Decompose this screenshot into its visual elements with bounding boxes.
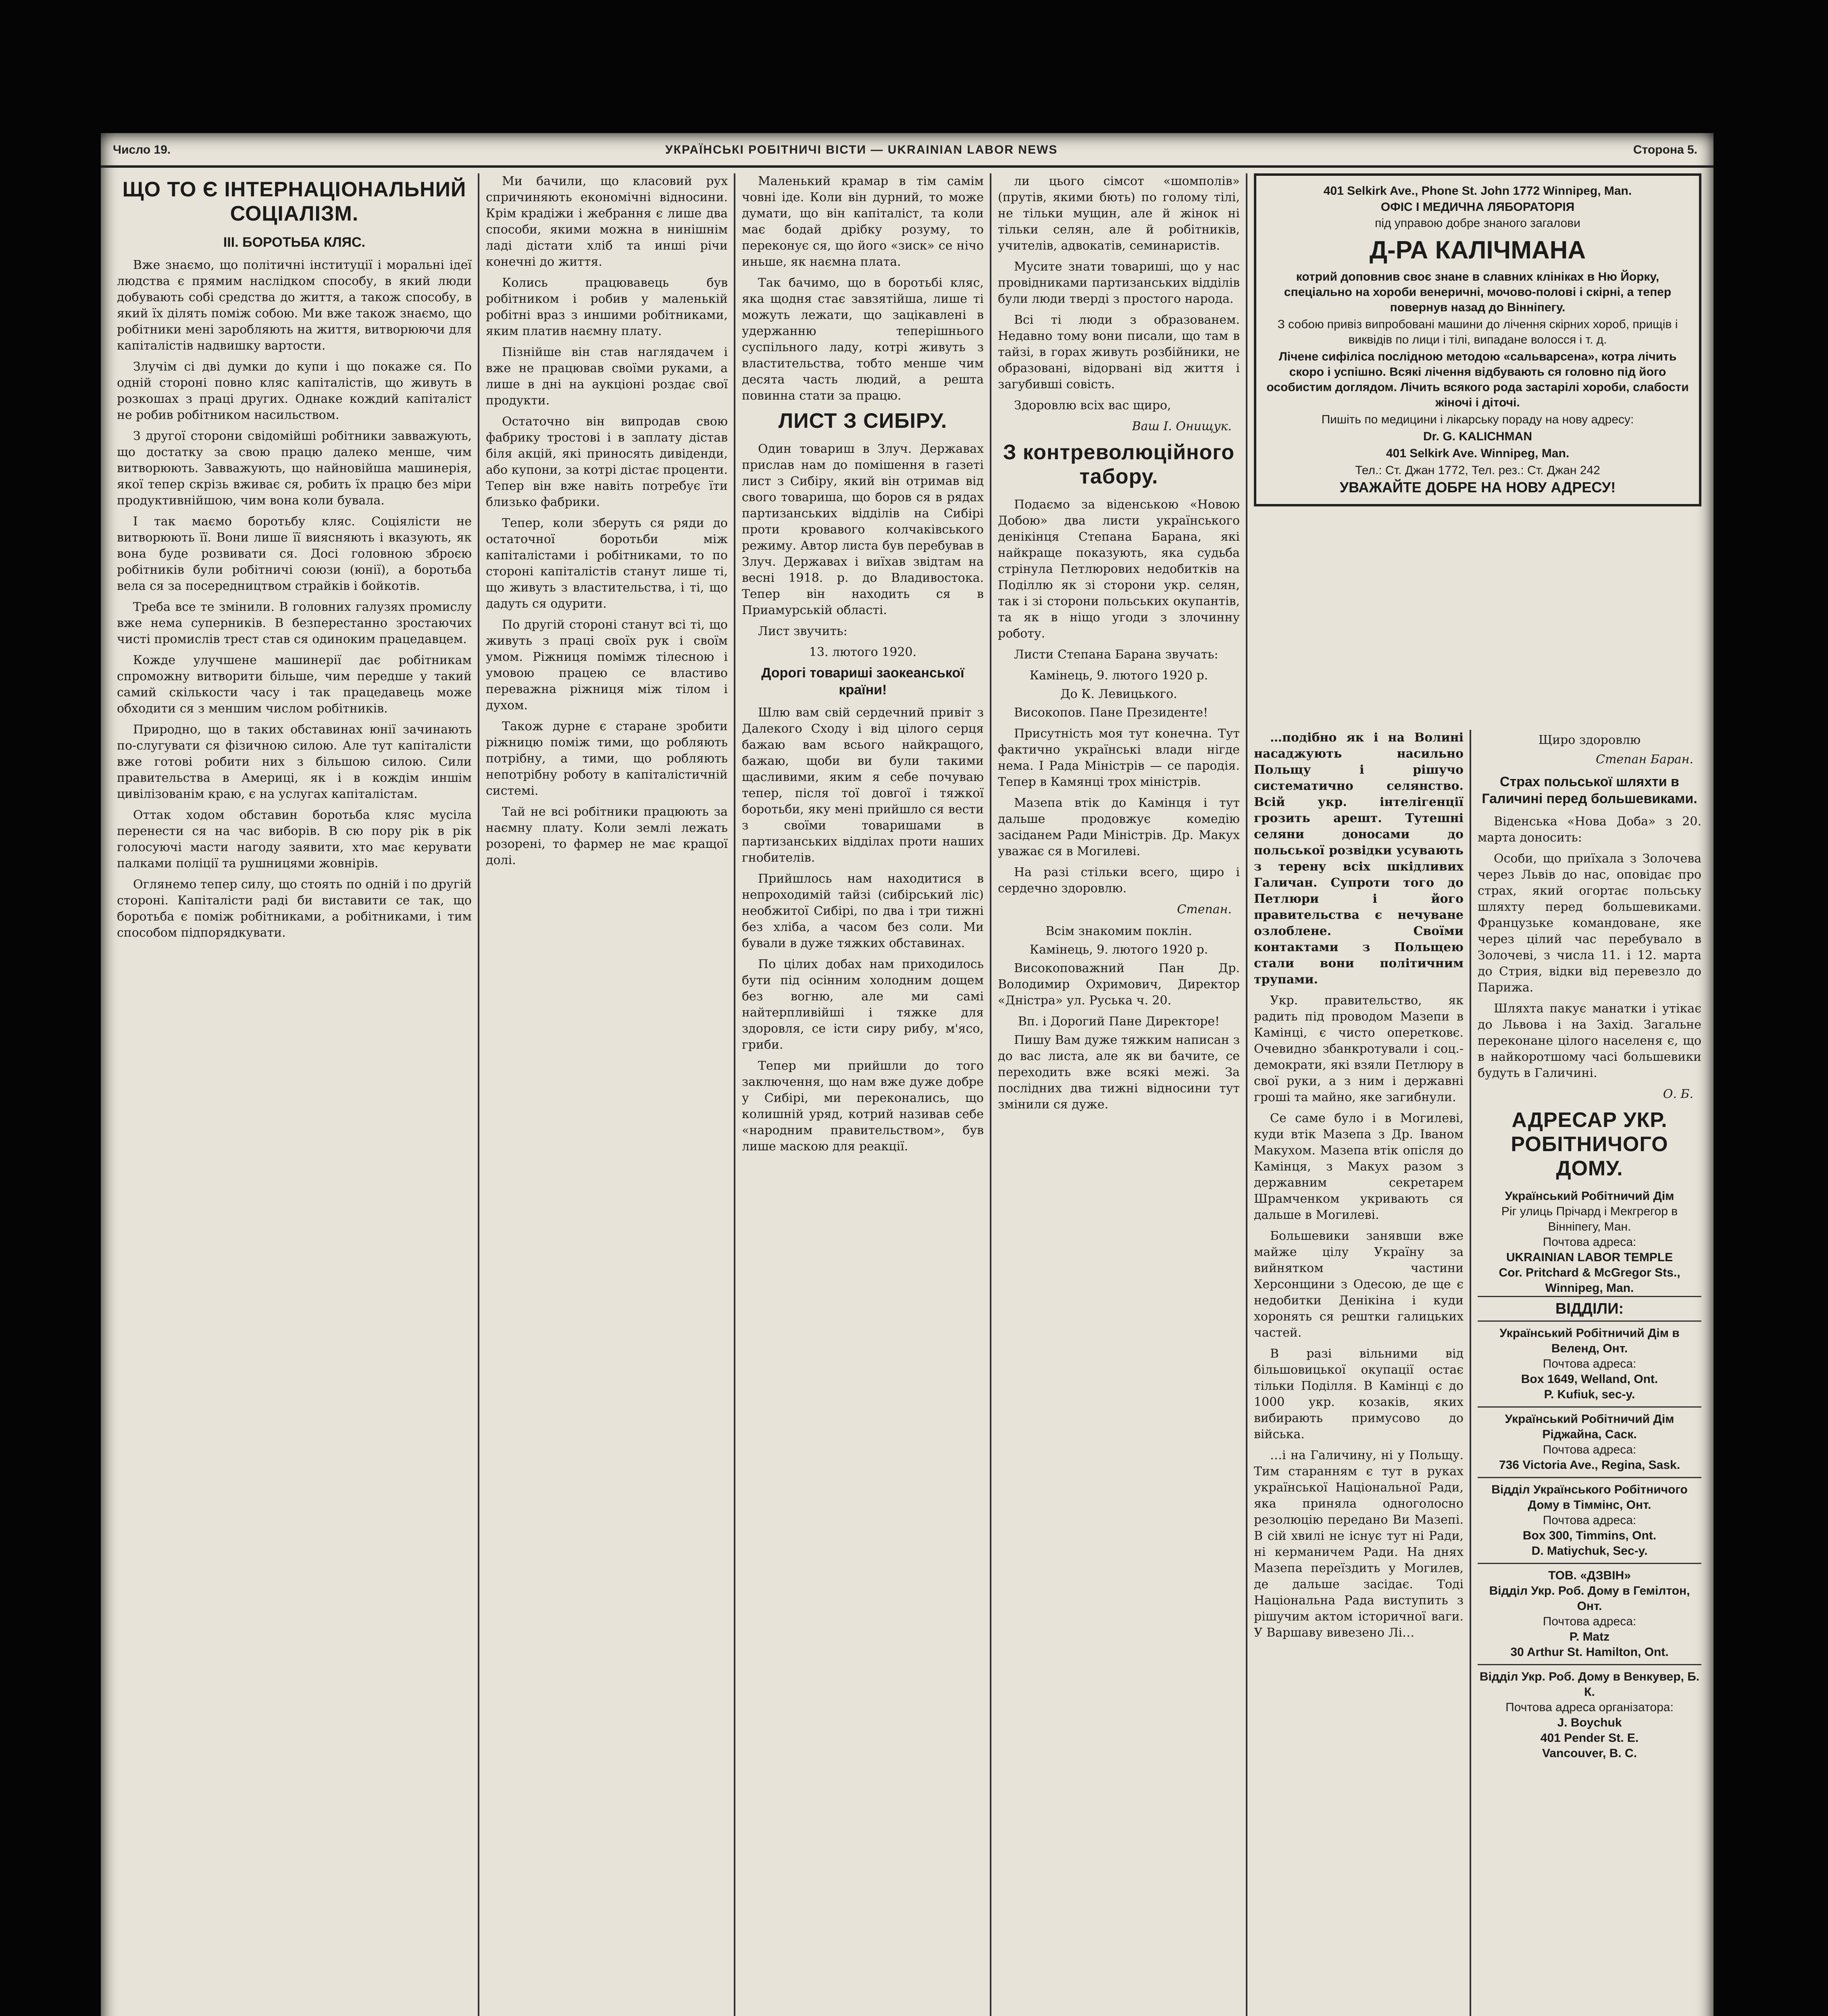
paragraph: Маленький крамар в тім самім човні іде. Коли він дурний, то може думати, що він капіталіст, та коли має бодай дрібку розуму, то переконує ся, що його «зиск» се нічо иньше, як наємна плата. [742,174,984,269]
paragraph: Тепер ми прийшли до того заключення, що нам вже дуже добре у Сибірі, ми переконались, що колишній уряд, котрий називав себе «народним правительством», був лише маскою для реакції. [742,1059,984,1154]
paragraph: …і на Галичину, ні у Польщу. Тим старанням є тут в руках української Національної Ради, яка приняла одноголосно резолюцію передано Ви Мазепі. В сій хвилі не існує тут ні Ради, ні керманичем Ради. На днях Мазепа переїздить у Могилев, де дальше засідає. Тоді Національна Рада виступить з рішучим актом історичної ваги. У Варшаву вивезено Лі… [1254,1448,1464,1640]
branch-timmins [1478,1477,1701,1563]
column-6 [1254,730,1464,2016]
ad-line: під управою добре знаного загалови [1375,217,1580,230]
branch-regina [1478,1406,1701,1477]
paragraph: Так бачимо, що в боротьбі кляс, яка щодня стає завзятійша, лише ті можуть лежати, що зацікавлені в удержанню теперішнього суспільного ладу, котрі живуть з властительства, тобто менше чим десята часть людий, а решта повинна стати за працю. [742,276,984,403]
column-1 [117,173,472,2016]
paragraph: Мазепа втік до Камінця і тут дальше продовжує комедію засіданем Ради Міністрів. Др. Макух уважає ся в Могилеві. [998,796,1240,858]
column-7 [1478,730,1701,2016]
address-line: Ріг улиць Прічард і Мекгрегор в Вінніпегу, Ман. [1501,1205,1678,1233]
address-line: UKRAINIAN LABOR TEMPLE [1506,1251,1673,1264]
paragraph: Особи, що приїхала з Золочева через Львів до нас, оповідає про страх, який огортає польську шляхту перед большевиками. Французьке командоване, яке через цілий час перебувало в Золочеві, з числа 11. і 12. марта до Стрия, відки від перевезло до Парижа. [1478,852,1701,995]
paragraph: Всі ті люди з образованем. Недавно тому вони писали, що там в тайзі, в горах живуть розбійники, не образовані, відорвані від життя і загубивші совість. [998,313,1240,392]
ad-phone: Тел.: Ст. Джан 1772, Тел. рез.: Ст. Джан 242 [1355,464,1600,477]
paragraph: На разі стільки всего, щиро і сердечно здоровлю. [998,865,1240,896]
column-rule [990,173,991,2016]
branch-welland [1478,1320,1701,1406]
article-headline: Страх польської шляхти в Галичині перед большевиками. [1482,774,1697,806]
paragraph: Злучім сі дві думки до купи і що покаже ся. По одній стороні повно кляс капіталістів, що живуть в розкошах з праці других. Однаке кождий капіталіст не робив робітником насильством. [117,360,472,422]
column-4 [998,173,1240,2016]
paragraph: Здоровлю всіх вас щиро, [1014,398,1171,412]
ad-doctor-name: Д-РА КАЛІЧМАНА [1369,236,1586,264]
paragraph: Тай не всі робітники працюють за наємну плату. Коли землі лежать розорені, то фармер не має кращої долі. [486,805,728,867]
address-line: Український Робітничий Дім Ріджайна, Саск. [1505,1412,1674,1441]
paragraph: Подаємо за віденською «Новою Добою» два листи українського денікінця Степана Барана, які найкраще показують, яка судьба стрінула Петлюрових недобитків на Поділлю як зі сторони укр. селян, так і зі сторони польських окупантів, та як в ніщо угоди з злочинну роботу. [998,498,1240,641]
paragraph: І так маємо боротьбу кляс. Соціялісти не витворюють її. Вони лише її виясняють і вказують, як вона буде розвивати ся. Досі головною зброєю робітників були робітничі союзи (юнії), а боротьба вела ся за посередництвом страйків і бойкотів. [117,514,472,593]
address-line: Почтова адреса: [1543,1615,1636,1628]
address-line: Box 300, Timmins, Ont. [1522,1529,1657,1542]
paragraph: Ми бачили, що класовий рух спричиняють економічні відносини. Крім крадіжи і жебрання є лише два способи, якими можна в нинішнім ладі дістати хліб та инші річи конечні до життя. [486,174,728,269]
paragraph: З другої сторони свідомійші робітники завважують, що достатку за свою працю далеко менше, чим витворюють. Завважують, що найновійша машинерія, якої тепер скрізь вживає ся, робить їх працю без міри продуктивнійшою, чим вона коли бувала. [117,429,472,508]
letter-signature: Степан Баран. [1596,752,1693,766]
paragraph: По другій стороні станут всі ті, що живуть з праці своїх рук і своїм умом. Ріжниця помімж тілесною і умовою працею се властиво переважна ріжниця між тілом і духом. [486,618,728,712]
address-line: Почтова адреса: [1543,1443,1636,1456]
paragraph: Кожде улучшене машинерії дає робітникам спроможну витворити більше, чим передше у такий самий скількости часу і так працедавець може обходити ся з меншим числом робітників. [117,653,472,716]
column-2 [486,173,728,2016]
ad-top-address: 401 Selkirk Ave., Phone St. John 1772 Winnipeg, Man. [1323,184,1632,198]
ad-line: Пишіть по медицини і лікарську пораду на нову адресу: [1321,413,1634,426]
letter-signature: Ваш І. Онищук. [1132,419,1232,433]
article-headline: З контреволюційного табору. [1003,441,1235,488]
letter-signature: Степан. [1177,902,1232,916]
paragraph: …подібно як і на Волині насаджують насильно Польщу і рішучо систематично селянство. Всій укр. інтелігенції грозить арешт. Тутешні селяни доносами до польської розвідки усувають з терену всіх шкідливих Галичан. Супроти того до Петлюри і його правительства є нечуване озлоблене. Своїми контактами з Польщею стали вони політичним трупами. [1254,731,1464,987]
paragraph: Колись працювавець був робітником і робив у маленькій робітні враз з иншими робітниками, яким платив наємну плату. [486,276,728,338]
paragraph: Тепер, коли зберуть ся ряди до остаточної боротьби між капіталістами і робітниками, то по стороні капіталістів станут лише ті, що живуть з властительства, і ті, що дадуть ся одурити. [486,516,728,611]
address-line: ТОВ. «ДЗВІН» [1548,1569,1631,1582]
letter-closing: Щиро здоровлю [1538,733,1641,747]
paragraph: Укр. правительство, як радить під проводом Мазепи в Камінці, є чисто оперетковє. Очевидно збанкротували і соц.-демократи, які взяли Петлюру в свої руки, а з ним і державні гроші та майно, яке загибнули. [1254,993,1464,1104]
paragraph: Мусите знати товариші, що у нас провідниками партизанських відділів були люди тверді з простого народа. [998,260,1240,306]
branch-hamilton [1478,1563,1701,1664]
address-line: Почтова адреса: [1543,1514,1636,1527]
ad-address: 401 Selkirk Ave. Winnipeg, Man. [1386,447,1570,460]
letter-recipient: До К. Левицького. [1060,687,1177,701]
letter-date: 13. лютого 1920. [809,645,917,659]
address-directory [1478,1189,1701,1765]
letter-salutation: Вп. і Дорогий Пане Директоре! [1018,1014,1220,1029]
paragraph: Високоповажний Пан Др. Володимир Охримович, Директор «Дністра» ул. Руська ч. 20. [998,961,1240,1008]
section-heading: III. БОРОТЬБА КЛЯС. [223,235,366,250]
page-header [101,133,1713,168]
column-rule [478,173,479,2016]
ad-line: котрий доповнив своє знане в славних клініках в Ню Йорку, спеціально на хороби венеричні, мочово-полові і скірні, а тепер повернув назад до Вінніпегу. [1284,270,1672,314]
paragraph: Остаточно він випродав свою фабрику тростові і в заплату дістав біля акцій, які приносять дивіденди, або купони, за котрі дістає проценти. Тепер він вже навіть потребує їти близько фабрики. [486,414,728,509]
medical-ad [1254,173,1701,496]
address-line: P. Matz [1569,1630,1610,1643]
directory-headline: АДРЕСАР УКР. РОБІТНИЧОГО ДОМУ. [1511,1108,1668,1180]
address-line: 736 Victoria Ave., Regina, Sask. [1499,1458,1680,1472]
paragraph: Треба все те змінили. В головних галузях промислу вже нема суперників. В безперестанно зростаючих чисті промислів трест став ся одиноким працедавцем. [117,600,472,646]
ad-notice: УВАЖАЙТЕ ДОБРЕ НА НОВУ АДРЕСУ! [1339,479,1616,496]
address-line: J. Boychuk [1557,1716,1622,1729]
ad-line: Лічене сифіліса послідною методою «сальварсена», котра лічить скоро і успішно. Всякі лічення відбувають ся головно під його особистим доглядом. Лічить всякого рода застарілі хороби, слабости жіночі і діточі. [1266,350,1689,409]
letter-headline: ЛИСТ З СИБІРУ. [778,409,947,433]
address-line: 30 Arthur St. Hamilton, Ont. [1510,1645,1669,1659]
paragraph: Большевики занявши вже майже цілу Україну за вийнятком частини Херсонщини з Одесою, де ще є недобитки Денікіна і куди хоронять ся рештки галицьких частей. [1254,1229,1464,1340]
newspaper-page [101,133,1713,2016]
column-rule [1246,173,1247,2016]
paragraph: Також дурне є старане зробити ріжницю поміж тими, що робляють потрібну, а тими, що робляють непотрібну роботу в капіталістичній системі. [486,719,728,798]
paragraph: Шляхта пакує манатки і утікає до Львова і на Захід. Загальне переконане цілого населеня є, що в найкоротшому часі большевики будуть в Галичині. [1478,1002,1701,1080]
branches-heading: ВІДДІЛИ: [1478,1296,1701,1320]
paragraph: По цілих добах нам приходилось бути під осінним холодним дощем без вогню, але ми самі найтерпливійші і тяжке для здоровля, се істи сиру рибу, м'ясо, гриби. [742,957,984,1052]
letter-date: Камінець, 9. лютого 1920 р. [1029,943,1208,957]
paragraph: Пізнійше він став наглядачем і вже не працював своїми руками, а лише в дні на аукціоні роздає свої продукти. [486,345,728,408]
paragraph: ли цього сімсот «шомполів» (прутів, якими бють) по голому тілі, не тільки мущин, але й жінок ні тільки селян, але й робітників, учителів, адвокатів, семинаристів. [998,174,1240,253]
issue-number: Число 19. [113,143,171,156]
paragraph: Листи Степана Барана звучать: [1014,648,1218,662]
paragraph: Се саме було і в Могилеві, куди втік Мазепа з Др. Іваном Макухом. Мазепа втік опісля до Камінця, з Макух разом з державним секретарем Шрамченком укривають ся дальше в Могилеві. [1254,1111,1464,1222]
paragraph: Вже знаємо, що політичні інституції і моральні ідеї людства є прямим наслідком способу, в який люди добувають собі средства до життя, а також способу, в який їх ділять поміж собою. Ми вже також знаємо, що робітники мені заробляють на життя, витворюючи для капіталістів надвишку вартости. [117,258,472,353]
address-line: Cor. Pritchard & McGregor Sts., Winnipeg, Man. [1499,1266,1680,1295]
paragraph: Лист звучить: [758,624,847,638]
paragraph: Прийшлось нам находитися в непроходимій тайзі (сибірський ліс) необжитої Сибірі, по два і три тижні без хліба, а часом без соли. Ми бували в дуже тяжких обставинах. [742,872,984,950]
address-line: Відділ Укр. Роб. Дому в Гемілтон, Онт. [1489,1584,1690,1613]
address-line: P. Kufiuk, sec-y. [1544,1388,1635,1401]
ad-line: З собою привіз випробовані машини до лічення скірних хороб, прищів і виквідів по лици і тілі, випадане волосся і т. д. [1277,318,1678,346]
page-number: Сторона 5. [1633,143,1697,156]
address-line: Український Робітничий Дім в Веленд, Онт. [1499,1327,1680,1355]
paragraph: Присутність моя тут конечна. Тут фактично українські влади нігде нема. І Рада Міністрів — се пародія. Тепер в Камянці трох міністрів. [998,727,1240,789]
paragraph: Шлю вам свій сердечний привіт з Далекого Сходу і від цілого серця бажаю вам всього найкращого, бажаю, щоби ви були такими щасливими, яким я себе почуваю тепер, після тої довгої і тяжкої боротьби, яку мені прийшло ся вести з своїми товаришами в партизанських відділах проти наших гнобителів. [742,706,984,865]
address-line: Відділ Українського Робітничого Дому в Тіммінс, Онт. [1491,1483,1688,1512]
paragraph: Пишу Вам дуже тяжким написан з до вас листа, але як ви бачите, се переходить вже всякі межі. За послідних два тижні відносини тут змінили ся дуже. [998,1033,1240,1112]
column-3 [742,173,984,2016]
paragraph: Один товариш в Злуч. Державах прислав нам до помішення в газеті лист з Сибіру, який він отримав від свого товариша, що боров ся в рядах партизанських відділів на Сибірі проти кровавого колчаківського режиму. Автор листа був перебував в Злуч. Державах і виїхав звідтам на весні 1918. р. до Владивостока. Тепер він находить ся в Приамурській області. [742,442,984,617]
letter-closing: Всім знакомим поклін. [1045,924,1192,938]
address-line: Почтова адреса: [1543,1235,1636,1249]
column-rule [1470,730,1471,2016]
paragraph: Віденська «Нова Доба» з 20. марта доносить: [1478,814,1701,845]
paragraph: Природно, що в таких обставинах юнії зачинають по-слугувати ся фізичною силою. Але тут капіталісти вже готові робити них з більшою силою. Сили правительства в Америці, як і в кождім иншім цивілізованім краю, є на услугах капіталістам. [117,723,472,801]
paragraph: Оттак ходом обставин боротьба кляс мусіла перенести ся на час виборів. В сю пору рік в рік голосуючі масти нагоду заявити, хто має керувати палками поліції та рушницями жовнірів. [117,808,472,871]
branch-vancouver [1478,1664,1701,1765]
ad-box [1254,173,1701,506]
letter-date: Камінець, 9. лютого 1920 р. [1029,669,1208,683]
address-line: D. Matiychuk, Sec-y. [1531,1544,1648,1558]
address-line: Vancouver, B. C. [1542,1747,1637,1760]
ad-line: ОФІС І МЕДИЧНА ЛЯБОРАТОРІЯ [1380,200,1575,214]
paragraph: Оглянемо тепер силу, що стоять по одній і по другій стороні. Капіталісти раді би виставити се так, що боротьба є поміж робітниками, а робітниками, і тим способом підпорядкувати. [117,877,472,940]
letter-salutation: Дорогі товариші заокеанської країни! [761,665,964,698]
address-line: Почтова адреса: [1543,1357,1636,1370]
ad-signature: Dr. G. KALICHMAN [1423,430,1532,443]
paragraph: Високопов. Пане Президенте! [1014,706,1208,720]
address-line: 401 Pender St. E. [1540,1731,1639,1745]
paragraph: В разі вільними від більшовицької окупації остає тільки Поділля. В Камінці є до 1000 укр. козаків, яких вибирають примусово до війська. [1254,1347,1464,1441]
column-rule [734,173,735,2016]
article-headline: ЩО ТО Є ІНТЕРНАЦІОНАЛЬНИЙ СОЦІАЛІЗМ. [122,178,466,225]
address-line: Box 1649, Welland, Ont. [1521,1372,1658,1386]
address-line: Відділ Укр. Роб. Дому в Венкувер, Б. К. [1479,1670,1700,1699]
address-line: Почтова адреса організатора: [1505,1701,1674,1714]
address-line: Український Робітничий Дім [1505,1189,1674,1203]
article-signature: О. Б. [1663,1087,1693,1101]
newspaper-title: УКРАЇНСЬКІ РОБІТНИЧІ ВІСТИ — UKRAINIAN LABOR NEWS [665,143,1058,156]
